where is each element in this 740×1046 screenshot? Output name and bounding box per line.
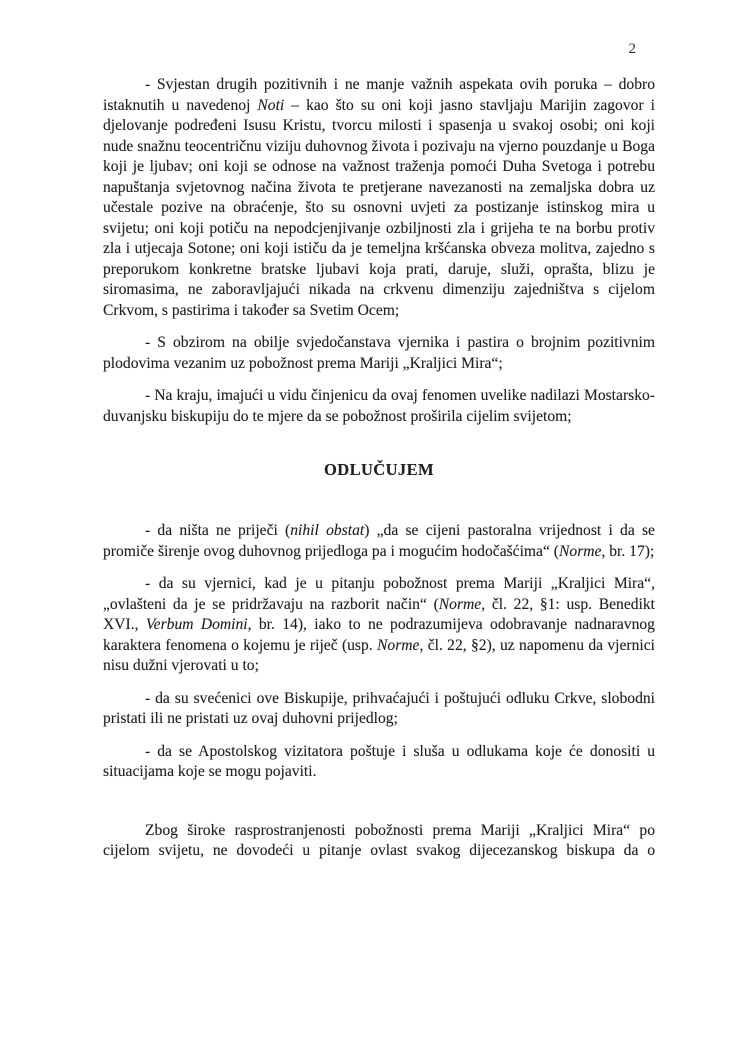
italic-run: Norme xyxy=(377,636,420,654)
section-heading: ODLUČUJEM xyxy=(324,460,434,479)
paragraph xyxy=(103,574,655,677)
italic-run: Norme xyxy=(438,595,482,613)
text-run: - da se Apostolskog vizitatora poštuje i sluša u odlukama koje će donositi u situacijama koje se mogu pojaviti. xyxy=(103,742,655,780)
italic-run: nihil obstat xyxy=(290,522,365,539)
text-run: , br. 17); xyxy=(601,542,655,560)
text-run: , čl. 22, §1: usp. Benedikt XVI., xyxy=(103,595,655,633)
text-run: - S obzirom na obilje svjedočanstava vjernika i pastira o brojnim pozitivnim plodovima vezanim uz pobožnost prema Mariji „Kraljici Mira“; xyxy=(103,334,655,372)
text-run: – kao što su oni koji jasno stavljaju Marijin zagovor i djelovanje podređeni Isusu Kristu, tvorcu milosti i spasenja u svakoj osobi; oni koji nude snažnu teocentričnu viziju duhovnog života i pozivaju na vjerno pouzdanje u Boga koji je ljubav; oni koji se odnose na važnost traženja pomoći Duha Svetoga i potrebu napuštanja svjetovnog načina života te pretjerane navezanosti na zemaljska dobra uz učestale pozive na obraćenje, što su osnovni uvjeti za postizanje istinskog mira u svijetu; oni koji potiču na nepodcjenjivanje ozbiljnosti zla i grijeha te na borbu protiv zla i utjecaja Sotone; oni koji ističu da je temeljna kršćanska obveza molitva, zajedno s preporukom konkretne bratske ljubavi koja prati, daruje, služi, oprašta, blizu je siromasima, ne zaboravljajući nikada na crkvenu dimenziju zajedništva s cijelom Crkvom, s pastirima i također sa Svetim Ocem; xyxy=(103,96,655,319)
italic-run: Noti xyxy=(257,96,285,114)
text-run: - da su vjernici, kad je u pitanju pobožnost prema Mariji „Kraljici Mira“, „ovlašteni da je se pridržavaju na razborit način“ ( xyxy=(103,575,655,613)
text-run: Zbog široke rasprostranjenosti pobožnosti prema Mariji „Kraljici Mira“ po cijelom svijetu, ne dovodeći u pitanje ovlast svakog dijecezanskog biskupa da o xyxy=(103,821,655,859)
page-number: 2 xyxy=(628,41,636,57)
text-run: - Na kraju, imajući u vidu činjenicu da ovaj fenomen uvelike nadilazi Mostarsko-duvanjsku biskupiju do te mjere da se pobožnost proširila cijelim svijetom; xyxy=(103,387,655,425)
text-run: , čl. 22, §2), uz napomenu da vjernici nisu dužni vjerovati u to; xyxy=(103,636,655,674)
paragraph xyxy=(103,821,655,862)
paragraph xyxy=(103,689,655,730)
text-run: - da ništa ne priječi ( xyxy=(145,522,291,539)
paragraph xyxy=(103,521,655,562)
document-body xyxy=(103,75,655,874)
paragraph xyxy=(103,742,655,783)
italic-run: Verbum Domini xyxy=(145,616,248,633)
paragraph xyxy=(103,75,655,321)
text-run: , br. 14), iako to ne podrazumijeva odobravanje nadnaravnog karaktera fenomena o kojemu je riječ (usp. xyxy=(103,616,655,654)
text-run: - da su svećenici ove Biskupije, prihvaćajući i poštujući odluku Crkve, slobodni pristati ili ne pristati uz ovaj duhovni prijedlog; xyxy=(103,689,655,727)
italic-run: Norme xyxy=(559,542,602,560)
paragraph xyxy=(103,386,655,427)
paragraph xyxy=(103,333,655,374)
text-run: - Svjestan drugih pozitivnih i ne manje važnih aspekata ovih poruka – dobro istaknutih u navedenoj xyxy=(103,76,655,114)
text-run: ) „da se cijeni pastoralna vrijednost i da se promiče širenje ovog duhovnog prijedloga pa i mogućim hodočašćima“ ( xyxy=(103,522,655,560)
